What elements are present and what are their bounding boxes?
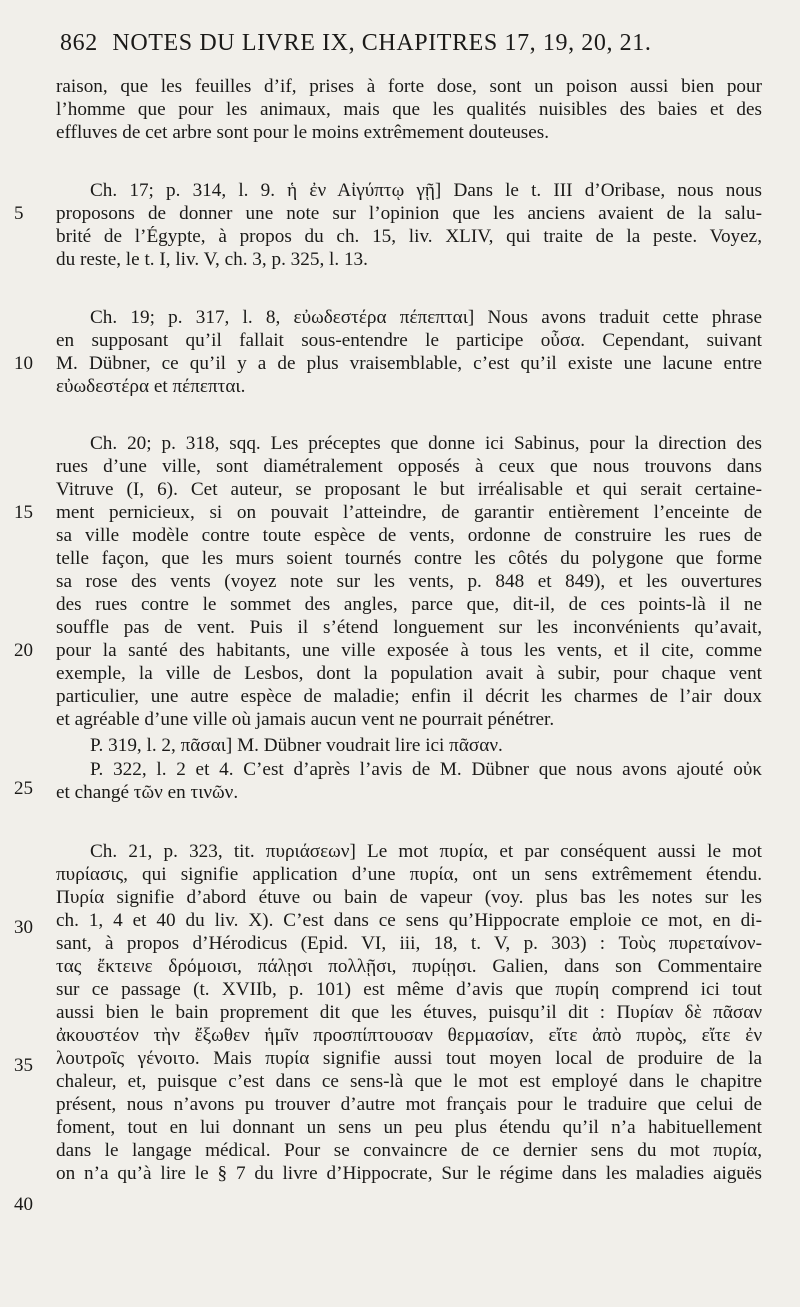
line-number: 40 [14,1194,33,1215]
text-line: πυρίασις, qui signifie application d’une πυρία, ont un sens extrêmement étendu. [56,864,762,885]
text-line: ment pernicieux, si on pouvait l’atteindre, de garantir entièrement l’enceinte de [56,502,762,523]
text-line: présent, nous n’avons pu trouver d’autre mot français pour le traduire que celui de [56,1094,762,1115]
text-line: raison, que les feuilles d’if, prises à forte dose, sont un poison aussi bien pour [56,76,762,97]
text-line: des rues contre le sommet des angles, parce que, dit-il, de ces points-là il ne [56,594,762,615]
text-line: dans le langage médical. Pour se convaincre de ce dernier sens du mot πυρία, [56,1140,762,1161]
page-number: 862 [60,30,98,56]
text-line: exemple, la ville de Lesbos, dont la population avait à subir, pour chaque vent [56,663,762,684]
text-line: du reste, le t. I, liv. V, ch. 3, p. 325, l. 13. [56,249,368,270]
text-line: sant, à propos d’Hérodicus (Epid. VI, iii, 18, t. V, p. 303) : Τοὺς πυρεταίνον- [56,933,762,954]
text-line: Ch. 19; p. 317, l. 8, εὐωδεστέρα πέπεπται] Nous avons traduit cette phrase [90,307,762,328]
text-line: pour la santé des habitants, une ville exposée à tous les vents, et il cite, comme [56,640,762,661]
text-line: Ch. 20; p. 318, sqq. Les préceptes que donne ici Sabinus, pour la direction des [90,433,762,454]
text-line: chaleur, et, puisque c’est dans ce sens-là que le mot est employé dans le chapitre [56,1071,762,1092]
text-line: particulier, une autre espèce de maladie; enfin il décrit les charmes de l’air doux [56,686,762,707]
line-number: 15 [14,502,33,523]
text-line: foment, tout en lui donnant un sens un peu plus étendu qu’il n’a habituellement [56,1117,762,1138]
text-line: λουτροῖς γένοιτο. Mais πυρία signifie aussi tout moyen local de produire de la [56,1048,762,1069]
text-line: effluves de cet arbre sont pour le moins extrêmement douteuses. [56,122,550,143]
text-line: Πυρία signifie d’abord étuve ou bain de vapeur (voy. plus bas les notes sur les [56,887,762,908]
text-line: souffle pas de vent. Puis il s’étend longuement sur les inconvénients qu’avait, [56,617,762,638]
text-line: P. 319, l. 2, πᾶσαι] M. Dübner voudrait lire ici πᾶσαν. [90,735,503,756]
text-line: on n’a qu’à lire le § 7 du livre d’Hippocrate, Sur le régime dans les maladies aiguës [56,1163,762,1184]
line-number: 5 [14,203,24,224]
line-number: 20 [14,640,33,661]
text-line: Vitruve (I, 6). Cet auteur, se proposant le but irréalisable et qui serait certaine- [56,479,762,500]
text-line: sa ville modèle contre toute espèce de vents, ordonne de construire les rues de [56,525,762,546]
line-number: 25 [14,778,33,799]
text-line: proposons de donner une note sur l’opinion que les anciens avaient de la salu- [56,203,762,224]
line-number: 35 [14,1055,33,1076]
text-line: Ch. 17; p. 314, l. 9. ἡ ἐν Αἰγύπτῳ γῇ] Dans le t. III d’Oribase, nous nous [90,180,762,201]
line-number: 10 [14,353,33,374]
header-title: NOTES DU LIVRE IX, CHAPITRES 17, 19, 20, 21. [112,30,652,56]
text-line: sur ce passage (t. XVIIb, p. 101) est même d’avis que πυρίη comprend ici tout [56,979,762,1000]
text-line: ch. 1, 4 et 40 du liv. X). C’est dans ce sens qu’Hippocrate emploie ce mot, en di- [56,910,762,931]
text-line: l’homme que pour les animaux, mais que les qualités nuisibles des baies et des [56,99,762,120]
text-line: rues d’une ville, sont diamétralement opposés à ceux que nous trouvons dans [56,456,762,477]
line-number: 30 [14,917,33,938]
text-line: brité de l’Égypte, à propos du ch. 15, liv. XLIV, qui traite de la peste. Voyez, [56,226,762,247]
text-line: Ch. 21, p. 323, tit. πυριάσεων] Le mot πυρία, et par conséquent aussi le mot [90,841,762,862]
text-line: sa rose des vents (voyez note sur les vents, p. 848 et 849), et les ouvertures [56,571,762,592]
running-header [60,30,760,57]
text-line: et changé τῶν en τινῶν. [56,782,239,803]
text-line: et agréable d’une ville où jamais aucun vent ne pourrait pénétrer. [56,709,555,730]
text-line: telle façon, que les murs soient tournés contre les côtés du polygone que forme [56,548,762,569]
text-line: en supposant qu’il fallait sous-entendre le participe οὖσα. Cependant, suivant [56,330,762,351]
text-line: M. Dübner, ce qu’il y a de plus vraisemblable, c’est qu’il existe une lacune entre [56,353,762,374]
text-line: aussi bien le bain proprement dit que les étuves, puisqu’il dit : Πυρίαν δὲ πᾶσαν [56,1002,762,1023]
text-line: εὐωδεστέρα et πέπεπται. [56,376,246,397]
text-line: P. 322, l. 2 et 4. C’est d’après l’avis de M. Dübner que nous avons ajouté οὐκ [90,759,762,780]
text-line: τας ἔκτεινε δρόμοισι, πάλῃσι πολλῇσι, πυρίῃσι. Galien, dans son Commentaire [56,956,762,977]
text-line: ἀκουστέον τὴν ἔξωθεν ἡμῖν προσπίπτουσαν θερμασίαν, εἴτε ἀπὸ πυρὸς, εἴτε ἐν [56,1025,762,1046]
